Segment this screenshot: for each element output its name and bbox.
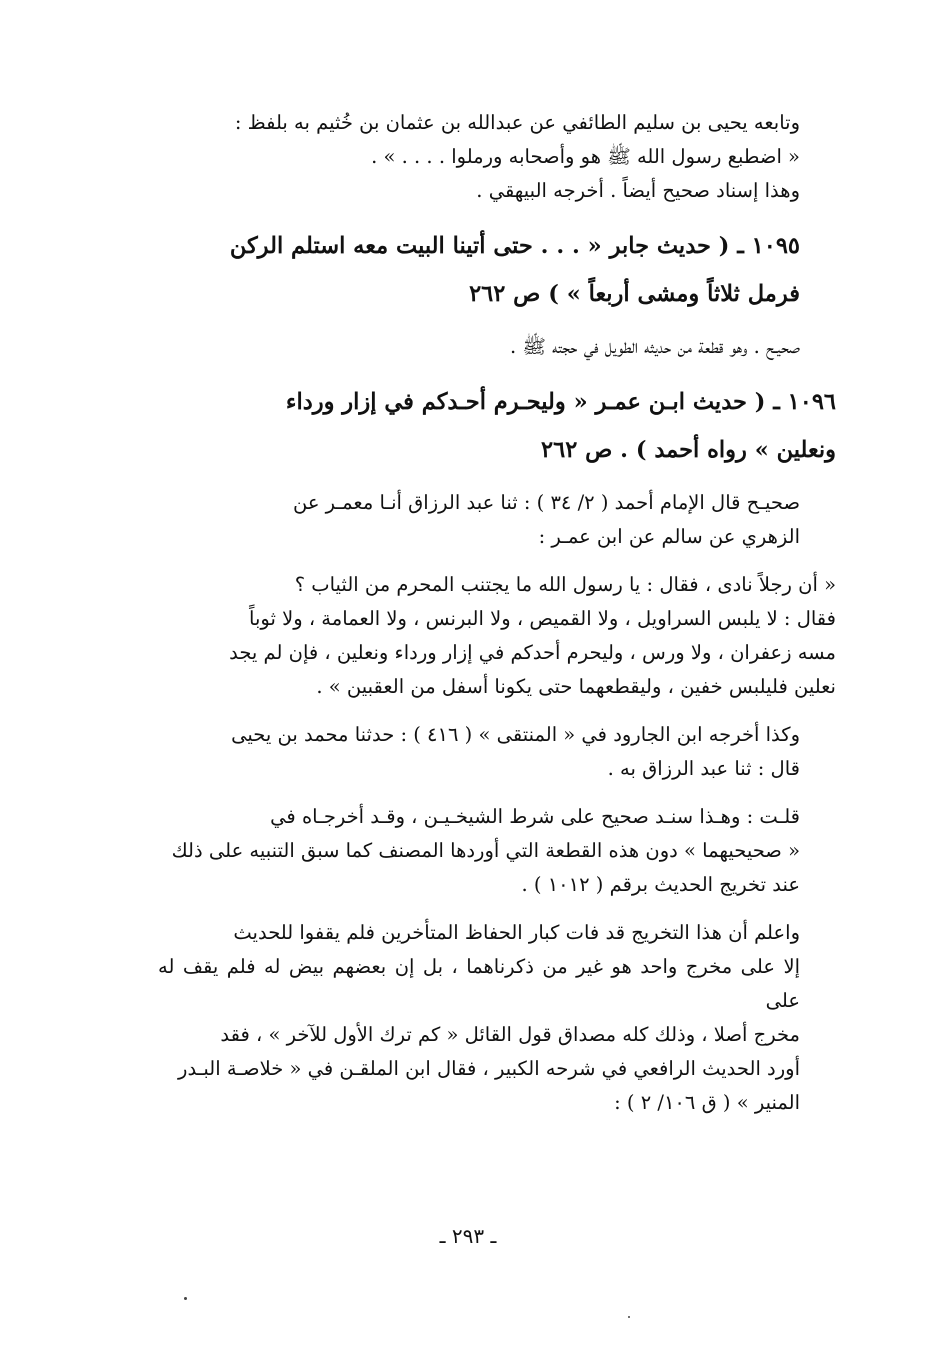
text-line: نعلين فليلبس خفين ، وليقطعهما حتى يكونا أسفل من العقبين » . — [316, 675, 836, 698]
paragraph-ibn-jarud — [158, 718, 836, 786]
paragraph-commentary — [158, 916, 836, 1120]
text-line: أورد الحديث الرافعي في شرحه الكبير ، فقال ابن الملقـن في « خلاصـة البـدر — [178, 1057, 800, 1080]
text-line: صحيـح . وهو قطعة من حديثه الطويل في حجته ﷺ . — [509, 335, 800, 358]
heading-line: ١٠٩٥ ـ ( حديث جابر « . . . حتى أتينا البيت معه استلم الركن — [229, 233, 800, 259]
paragraph-hadith-text — [158, 568, 836, 704]
text-line: وكذا أخرجه ابن الجارود في « المنتقى » ( ٤١٦ ) : حدثنا محمد بن يحيى — [231, 723, 800, 746]
text-line: الزهري عن سالم عن ابن عمـر : — [538, 525, 800, 548]
page-number: ـ ٢٩٣ ـ — [439, 1224, 497, 1248]
text-line: وهذا إسناد صحيح أيضاً . أخرجه البيهقي . — [476, 179, 800, 202]
text-line: « اضطبع رسول الله ﷺ هو وأصحابه ورملوا . . . . » . — [371, 145, 800, 168]
text-line: قلـت : وهـذا سنـد صحيح على شرط الشيخـيـن ، وقـد أخرجـاه في — [270, 805, 800, 828]
scan-speck — [628, 1316, 630, 1318]
heading-line: ١٠٩٦ ـ ( حديث ابـن عمـر « وليحـرم أحـدكم في إزار ورداء — [285, 389, 836, 415]
text-line: فقال : لا يلبس السراويل ، ولا القميص ، ولا البرنس ، ولا العمامة ، ولا ثوباً — [249, 607, 836, 630]
text-line: وتابعه يحيى بن سليم الطائفي عن عبدالله بن عثمان بن خُثيم به بلفظ : — [234, 111, 800, 134]
text-line: مسه زعفران ، ولا ورس ، وليحرم أحدكم في إزار ورداء ونعلين ، فإن لم يجد — [229, 641, 836, 664]
text-line: إلا على مخرج واحد هو غير من ذكرناهما ، بل إن بعضهم بيض له فلم يقف له على — [158, 955, 800, 1012]
hadith-heading-1096 — [158, 378, 836, 474]
text-line: مخرج أصلا ، وذلك كله مصداق قول القائل « كم ترك الأول للآخر » ، فقد — [220, 1023, 800, 1046]
text-line: قال : ثنا عبد الرزاق به . — [607, 757, 800, 780]
paragraph-grading-1096 — [158, 486, 836, 554]
text-line: صحيـح قال الإمام أحمد ( ٢/ ٣٤ ) : ثنا عبد الرزاق أنـا معمـر عن — [293, 491, 800, 514]
text-line: عند تخريج الحديث برقم ( ١٠١٢ ) . — [521, 873, 800, 896]
heading-line: فرمل ثلاثاً ومشى أربعاً » ) ص ٢٦٢ — [469, 281, 800, 307]
hadith-heading-1095 — [158, 222, 836, 318]
paragraph-grading-1095 — [158, 330, 836, 364]
text-line: « صحيحيهما » دون هذه القطعة التي أوردها المصنف كما سبق التنبيه على ذلك — [171, 839, 800, 862]
scan-speck — [184, 1297, 187, 1300]
paragraph-author-note — [158, 800, 836, 902]
text-line: المنير » ( ق ١٠٦/ ٢ ) : — [614, 1091, 800, 1114]
heading-line: ونعلين » رواه أحمد ) . ص ٢٦٢ — [541, 437, 836, 463]
text-line: واعلم أن هذا التخريج قد فات كبار الحفاظ المتأخرين فلم يقفوا للحديث — [233, 921, 800, 944]
text-line: « أن رجلاً نادى ، فقال : يا رسول الله ما يجتنب المحرم من الثياب ؟ — [294, 573, 836, 596]
page-body — [158, 106, 836, 1134]
paragraph-followup-narration — [158, 106, 836, 208]
